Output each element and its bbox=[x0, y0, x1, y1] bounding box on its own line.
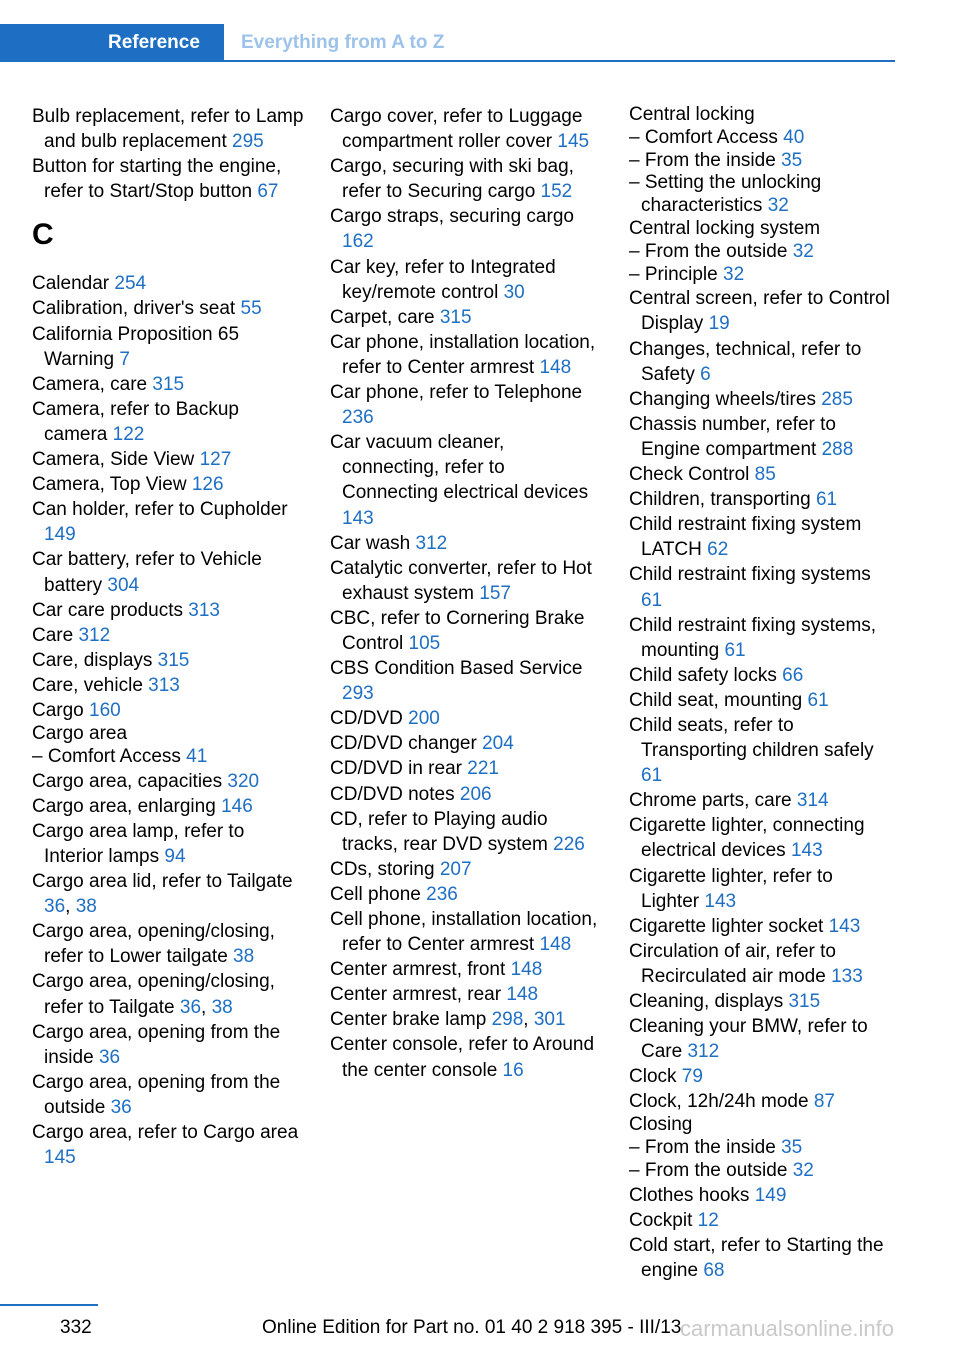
index-entry bbox=[629, 788, 895, 813]
index-entry bbox=[32, 819, 304, 869]
entry-text: CBC, refer to Cornering Brake Control bbox=[330, 607, 585, 654]
page-link[interactable]: 16 bbox=[502, 1059, 524, 1081]
index-column-3 bbox=[629, 104, 895, 1283]
entry-text: Cargo area bbox=[32, 723, 128, 745]
entry-text: CD, refer to Playing audio tracks, rear DVD system bbox=[330, 808, 548, 855]
index-entry bbox=[32, 547, 304, 597]
entry-text: Cargo area, opening from the outside bbox=[32, 1071, 281, 1118]
index-entry bbox=[330, 531, 602, 556]
entry-text: – From the inside bbox=[629, 1137, 776, 1159]
entry-text: Chrome parts, care bbox=[629, 790, 792, 812]
page-link[interactable]: 61 bbox=[641, 765, 663, 787]
index-entry bbox=[629, 462, 895, 487]
page-link[interactable]: 133 bbox=[831, 965, 863, 987]
entry-text: Cargo area, opening/closing, refer to Tailgate bbox=[32, 971, 275, 1018]
index-entry bbox=[629, 688, 895, 713]
page-link[interactable]: 162 bbox=[342, 231, 374, 253]
entry-text: Cargo area, refer to Cargo area bbox=[32, 1121, 299, 1143]
page-link[interactable]: 149 bbox=[754, 1184, 787, 1206]
entry-text: Carpet, care bbox=[330, 306, 435, 328]
entry-text: Camera, Top View bbox=[32, 474, 187, 496]
index-entry bbox=[32, 698, 304, 723]
index-entry bbox=[32, 746, 304, 769]
page-link[interactable]: 315 bbox=[788, 991, 821, 1012]
index-column-1 bbox=[32, 104, 304, 1170]
index-entry bbox=[629, 172, 895, 218]
index-entry: Center brake lamp 298, 301 bbox=[330, 1009, 566, 1031]
entry-text: – From the inside bbox=[629, 149, 776, 171]
entry-text: Cleaning your BMW, refer to Care bbox=[629, 1016, 868, 1063]
entry-text: Central screen, refer to Control Display bbox=[629, 288, 890, 335]
page-link[interactable]: 38 bbox=[75, 896, 97, 918]
entry-text: Cargo area, opening/closing, refer to Lower tailgate bbox=[32, 921, 275, 968]
index-entry bbox=[629, 663, 895, 688]
page-link[interactable]: 55 bbox=[240, 298, 262, 320]
index-entry bbox=[629, 150, 895, 173]
entry-text: Car key, refer to Integrated key/remote control bbox=[330, 256, 556, 303]
index-entry bbox=[629, 1114, 895, 1137]
index-entry bbox=[32, 154, 304, 204]
index-entry bbox=[32, 723, 304, 746]
page-link[interactable]: 62 bbox=[707, 539, 729, 561]
entry-text: Cold start, refer to Starting the engine bbox=[629, 1235, 884, 1282]
page-link[interactable]: 36 bbox=[179, 996, 202, 1018]
entry-text: – Setting the unlocking characteristics bbox=[629, 172, 822, 217]
page-link[interactable]: 32 bbox=[792, 240, 814, 262]
index-entry bbox=[330, 982, 602, 1007]
index-entry bbox=[330, 706, 602, 731]
tab-reference[interactable]: Reference bbox=[0, 24, 224, 62]
page-link[interactable]: 143 bbox=[342, 507, 374, 529]
index-entry bbox=[32, 623, 304, 648]
entry-text: Bulb replacement, refer to Lamp and bulb replacement bbox=[32, 106, 304, 153]
index-entry bbox=[629, 989, 895, 1014]
page-link[interactable]: 312 bbox=[415, 532, 448, 554]
page-link[interactable]: 127 bbox=[199, 449, 232, 471]
page-link[interactable]: 67 bbox=[257, 181, 279, 203]
page-link[interactable]: 312 bbox=[78, 624, 111, 646]
page-link[interactable]: 288 bbox=[821, 438, 854, 460]
index-entry bbox=[330, 882, 602, 907]
footer-rule bbox=[0, 1304, 98, 1306]
index-entry bbox=[330, 606, 602, 656]
entry-text: Child safety locks bbox=[629, 664, 777, 686]
index-entry bbox=[629, 562, 895, 612]
page-link[interactable]: 6 bbox=[700, 363, 711, 385]
index-entry bbox=[629, 264, 895, 287]
page-link[interactable]: 315 bbox=[157, 649, 190, 671]
index-entry bbox=[629, 337, 895, 387]
entry-text: CD/DVD in rear bbox=[330, 758, 462, 780]
index-entry bbox=[629, 713, 895, 788]
index-entry bbox=[32, 472, 304, 497]
entry-text: Camera, care bbox=[32, 373, 148, 395]
index-entry bbox=[629, 1137, 895, 1160]
entry-text: Camera, Side View bbox=[32, 449, 195, 471]
entry-text: – From the outside bbox=[629, 1160, 788, 1182]
page-link[interactable]: 314 bbox=[796, 790, 829, 812]
section-letter: C bbox=[32, 218, 54, 252]
entry-text: Cargo area lid, refer to Tailgate bbox=[32, 871, 293, 893]
page-link[interactable]: 7 bbox=[119, 348, 130, 370]
page-link[interactable]: 35 bbox=[781, 1137, 803, 1159]
entry-text: Check Control bbox=[629, 464, 750, 486]
index-entry bbox=[330, 656, 602, 706]
page-link[interactable]: 61 bbox=[724, 639, 746, 661]
index-entry bbox=[330, 380, 602, 430]
index-entry bbox=[629, 387, 895, 412]
page-link[interactable]: 105 bbox=[408, 632, 441, 654]
index-entry bbox=[629, 914, 895, 939]
index-entry bbox=[330, 782, 602, 807]
index-entry bbox=[629, 1089, 895, 1114]
page-link[interactable]: 35 bbox=[781, 149, 803, 171]
page-link[interactable]: 295 bbox=[232, 131, 264, 153]
page-link[interactable]: 36 bbox=[98, 1046, 121, 1068]
index-entry bbox=[629, 1208, 895, 1233]
index-entry bbox=[629, 127, 895, 150]
page-link[interactable]: 32 bbox=[723, 263, 745, 285]
index-entry bbox=[32, 769, 304, 794]
entry-text: Cargo bbox=[32, 699, 84, 721]
entry-text: Center console, refer to Around the center console bbox=[330, 1034, 595, 1081]
page-link[interactable]: 30 bbox=[503, 281, 525, 303]
page-link[interactable]: 145 bbox=[557, 131, 590, 153]
entry-text: – Principle bbox=[629, 263, 718, 285]
page-link[interactable]: 320 bbox=[227, 770, 260, 792]
index-entry bbox=[629, 218, 895, 241]
entry-text: Cleaning, displays bbox=[629, 991, 784, 1012]
entry-text: Care bbox=[32, 624, 74, 646]
index-entry bbox=[629, 1233, 895, 1283]
page-link[interactable]: 236 bbox=[426, 883, 458, 905]
entry-text: Clock bbox=[629, 1066, 677, 1088]
entry-text: Care, displays bbox=[32, 649, 153, 671]
entry-text: Car care products bbox=[32, 599, 184, 621]
entry-text: Cargo area, opening from the inside bbox=[32, 1021, 281, 1068]
entry-text: Center armrest, front bbox=[330, 959, 506, 981]
index-entry bbox=[32, 919, 304, 969]
page-link[interactable]: 87 bbox=[813, 1091, 835, 1113]
entry-text: CDs, storing bbox=[330, 858, 435, 880]
page-link[interactable]: 41 bbox=[186, 745, 208, 767]
page-link[interactable]: 143 bbox=[828, 915, 861, 937]
entry-text: Chassis number, refer to Engine compartment bbox=[629, 413, 836, 460]
page-link[interactable]: 145 bbox=[44, 1147, 76, 1169]
page-link[interactable]: 226 bbox=[553, 833, 585, 855]
entry-text: Circulation of air, refer to Recirculated air mode bbox=[629, 940, 836, 987]
index-entry bbox=[330, 957, 602, 982]
tab-everything-a-to-z[interactable]: Everything from A to Z bbox=[241, 32, 445, 53]
entry-text: Child restraint fixing system LATCH bbox=[629, 514, 862, 561]
index-entry bbox=[32, 1070, 304, 1120]
index-entry bbox=[330, 731, 602, 756]
index-entry bbox=[629, 241, 895, 264]
entry-text: Center armrest, rear bbox=[330, 984, 502, 1006]
page-link[interactable]: 143 bbox=[704, 890, 737, 912]
page-link[interactable]: 94 bbox=[164, 845, 186, 867]
index-entry bbox=[330, 330, 602, 380]
page-link[interactable]: 40 bbox=[783, 126, 805, 148]
page-link[interactable]: 143 bbox=[790, 840, 823, 862]
index-entry bbox=[32, 296, 304, 321]
page-link[interactable]: 38 bbox=[211, 996, 233, 1018]
entry-text: Calibration, driver's seat bbox=[32, 298, 236, 320]
index-entry: Cargo area, opening/closing, refer to Tailgate 36, 38 bbox=[32, 971, 275, 1018]
entry-text: Central locking system bbox=[629, 217, 821, 239]
index-entry bbox=[32, 1020, 304, 1070]
entry-text: Car phone, installation location, refer to Center armrest bbox=[330, 331, 596, 378]
index-entry bbox=[330, 907, 602, 957]
entry-text: Child restraint fixing systems, mounting bbox=[629, 614, 877, 661]
index-entry bbox=[32, 322, 304, 372]
page-link[interactable]: 122 bbox=[112, 423, 145, 445]
edition-note: Online Edition for Part no. 01 40 2 918 395 - III/13 bbox=[262, 1317, 682, 1338]
index-entry bbox=[330, 807, 602, 857]
page-link[interactable]: 12 bbox=[697, 1209, 719, 1231]
page-link[interactable]: 304 bbox=[107, 574, 140, 596]
index-entry bbox=[629, 939, 895, 989]
entry-text: Car wash bbox=[330, 532, 411, 554]
page-link[interactable]: 285 bbox=[821, 388, 853, 410]
page-link[interactable]: 61 bbox=[807, 689, 829, 711]
entry-text: – Comfort Access bbox=[32, 745, 181, 767]
page-link[interactable]: 126 bbox=[191, 474, 224, 496]
entry-text: Central locking bbox=[629, 104, 755, 125]
index-entry bbox=[330, 1032, 602, 1082]
index-entry bbox=[330, 305, 602, 330]
index-entry bbox=[629, 286, 895, 336]
entry-text: Camera, refer to Backup camera bbox=[32, 398, 239, 445]
index-entry bbox=[32, 794, 304, 819]
page-link[interactable]: 32 bbox=[767, 195, 789, 217]
page-link[interactable]: 36 bbox=[110, 1096, 132, 1118]
index-entry: Cargo area lid, refer to Tailgate 36, 38 bbox=[32, 871, 293, 918]
entry-text: Cell phone bbox=[330, 883, 421, 905]
index-entry bbox=[330, 756, 602, 781]
entry-text: Car vacuum cleaner, connecting, refer to Connecting electrical devices bbox=[330, 432, 589, 504]
entry-text: Cigarette lighter socket bbox=[629, 915, 824, 937]
entry-text: Clothes hooks bbox=[629, 1184, 750, 1206]
index-entry bbox=[32, 397, 304, 447]
index-entry bbox=[629, 864, 895, 914]
index-entry bbox=[32, 1120, 304, 1170]
entry-text: Car battery, refer to Vehicle battery bbox=[32, 549, 262, 596]
page-link[interactable]: 148 bbox=[539, 934, 572, 956]
entry-text: Clock, 12h/24h mode bbox=[629, 1091, 809, 1113]
page-link[interactable]: 61 bbox=[641, 589, 663, 611]
entry-text: Cigarette lighter, connecting electrical devices bbox=[629, 815, 865, 862]
entry-text: Cargo cover, refer to Luggage compartment roller cover bbox=[330, 106, 583, 153]
index-entry bbox=[629, 512, 895, 562]
entry-text: Cargo, securing with ski bag, refer to Securing cargo bbox=[330, 156, 574, 203]
index-entry bbox=[32, 104, 304, 154]
page-link[interactable]: 148 bbox=[539, 356, 572, 378]
index-entry bbox=[330, 857, 602, 882]
page-link[interactable]: 315 bbox=[439, 306, 472, 328]
index-entry bbox=[32, 271, 304, 296]
index-entry bbox=[330, 204, 602, 254]
page-link[interactable]: 19 bbox=[708, 313, 730, 335]
page-link[interactable]: 160 bbox=[89, 699, 121, 721]
page-link[interactable]: 68 bbox=[703, 1260, 725, 1282]
page-link[interactable]: 61 bbox=[815, 489, 838, 511]
entry-text: Cell phone, installation location, refer to Center armrest bbox=[330, 909, 598, 956]
entry-text: – Comfort Access bbox=[629, 126, 778, 148]
entry-text: Changes, technical, refer to Safety bbox=[629, 338, 862, 385]
entry-text: Cargo straps, securing cargo bbox=[330, 206, 574, 228]
index-entry bbox=[629, 813, 895, 863]
page-number: 332 bbox=[60, 1317, 92, 1338]
entry-text: Care, vehicle bbox=[32, 674, 143, 696]
index-entry bbox=[629, 104, 895, 127]
entry-text: Cockpit bbox=[629, 1209, 693, 1231]
entry-text: CD/DVD changer bbox=[330, 733, 477, 755]
index-entry bbox=[32, 372, 304, 397]
page-link[interactable]: 207 bbox=[439, 858, 472, 880]
page-link[interactable]: 148 bbox=[510, 959, 543, 981]
index-entry bbox=[629, 613, 895, 663]
entry-text: Cargo area lamp, refer to Interior lamps bbox=[32, 820, 245, 867]
entry-text: Catalytic converter, refer to Hot exhaust system bbox=[330, 557, 592, 604]
page-link[interactable]: 313 bbox=[188, 599, 220, 621]
page-link[interactable]: 313 bbox=[148, 674, 180, 696]
entry-text: Center brake lamp bbox=[330, 1009, 487, 1031]
index-entry bbox=[330, 430, 602, 530]
entry-text: Child restraint fixing systems bbox=[629, 564, 871, 586]
header-rule bbox=[0, 60, 895, 62]
page-link[interactable]: 254 bbox=[114, 273, 147, 295]
index-entry bbox=[330, 255, 602, 305]
page-link[interactable]: 312 bbox=[687, 1041, 720, 1063]
entry-text: Can holder, refer to Cupholder bbox=[32, 499, 288, 521]
page-header bbox=[0, 24, 895, 62]
page-link[interactable]: 200 bbox=[408, 708, 440, 730]
entry-text: Cargo area, enlarging bbox=[32, 795, 216, 817]
entry-text: Calendar bbox=[32, 273, 110, 295]
page-link[interactable]: 149 bbox=[44, 524, 76, 546]
page-link[interactable]: 152 bbox=[540, 181, 573, 203]
page-link[interactable]: 204 bbox=[482, 733, 514, 755]
page-link[interactable]: 36 bbox=[44, 896, 66, 918]
index-entry bbox=[32, 673, 304, 698]
page-link[interactable]: 236 bbox=[342, 407, 374, 429]
page-link[interactable]: 157 bbox=[479, 582, 511, 604]
page-link[interactable]: 79 bbox=[681, 1066, 703, 1088]
index-entry bbox=[32, 497, 304, 547]
page-link[interactable]: 38 bbox=[233, 946, 255, 968]
entry-text: Cargo area, capacities bbox=[32, 770, 223, 792]
page-link[interactable]: 66 bbox=[782, 664, 804, 686]
page-link[interactable]: 146 bbox=[221, 795, 253, 817]
entry-text: California Proposition 65 Warning bbox=[32, 323, 240, 370]
index-entry bbox=[330, 154, 602, 204]
page-link[interactable]: 85 bbox=[754, 464, 776, 486]
index-entry bbox=[629, 1160, 895, 1183]
index-entry bbox=[629, 487, 895, 512]
entry-text: Button for starting the engine, refer to Start/Stop button bbox=[32, 156, 282, 203]
index-entry bbox=[32, 447, 304, 472]
index-entry bbox=[32, 648, 304, 673]
entry-text: – From the outside bbox=[629, 240, 788, 262]
entry-text: CBS Condition Based Service bbox=[330, 658, 583, 680]
entry-text: Changing wheels/tires bbox=[629, 388, 816, 410]
index-entry bbox=[629, 1014, 895, 1064]
page-link[interactable]: 315 bbox=[152, 373, 185, 395]
page-link[interactable]: 148 bbox=[506, 984, 539, 1006]
entry-text: Child seats, refer to Transporting children safely bbox=[629, 714, 874, 762]
watermark: carmanualsonline.info bbox=[680, 1316, 895, 1341]
page-link[interactable]: 32 bbox=[792, 1160, 814, 1182]
entry-text: Closing bbox=[629, 1114, 693, 1136]
index-entry bbox=[629, 412, 895, 462]
page-link[interactable]: 301 bbox=[533, 1009, 566, 1031]
entry-text: CD/DVD bbox=[330, 708, 403, 730]
page-link[interactable]: 298 bbox=[491, 1009, 524, 1031]
index-entry bbox=[629, 1183, 895, 1208]
page-link[interactable]: 221 bbox=[467, 758, 499, 780]
entry-text: Cigarette lighter, refer to Lighter bbox=[629, 865, 833, 912]
entry-text: Children, transporting bbox=[629, 489, 811, 511]
index-entry bbox=[32, 598, 304, 623]
entry-text: Child seat, mounting bbox=[629, 689, 803, 711]
index-entry bbox=[330, 104, 602, 154]
index-entry bbox=[629, 1064, 895, 1089]
page-link[interactable]: 206 bbox=[459, 783, 492, 805]
index-entry bbox=[330, 556, 602, 606]
page-link[interactable]: 293 bbox=[342, 683, 374, 705]
index-column-2 bbox=[330, 104, 602, 1083]
entry-text: CD/DVD notes bbox=[330, 783, 455, 805]
entry-text: Car phone, refer to Telephone bbox=[330, 382, 583, 404]
